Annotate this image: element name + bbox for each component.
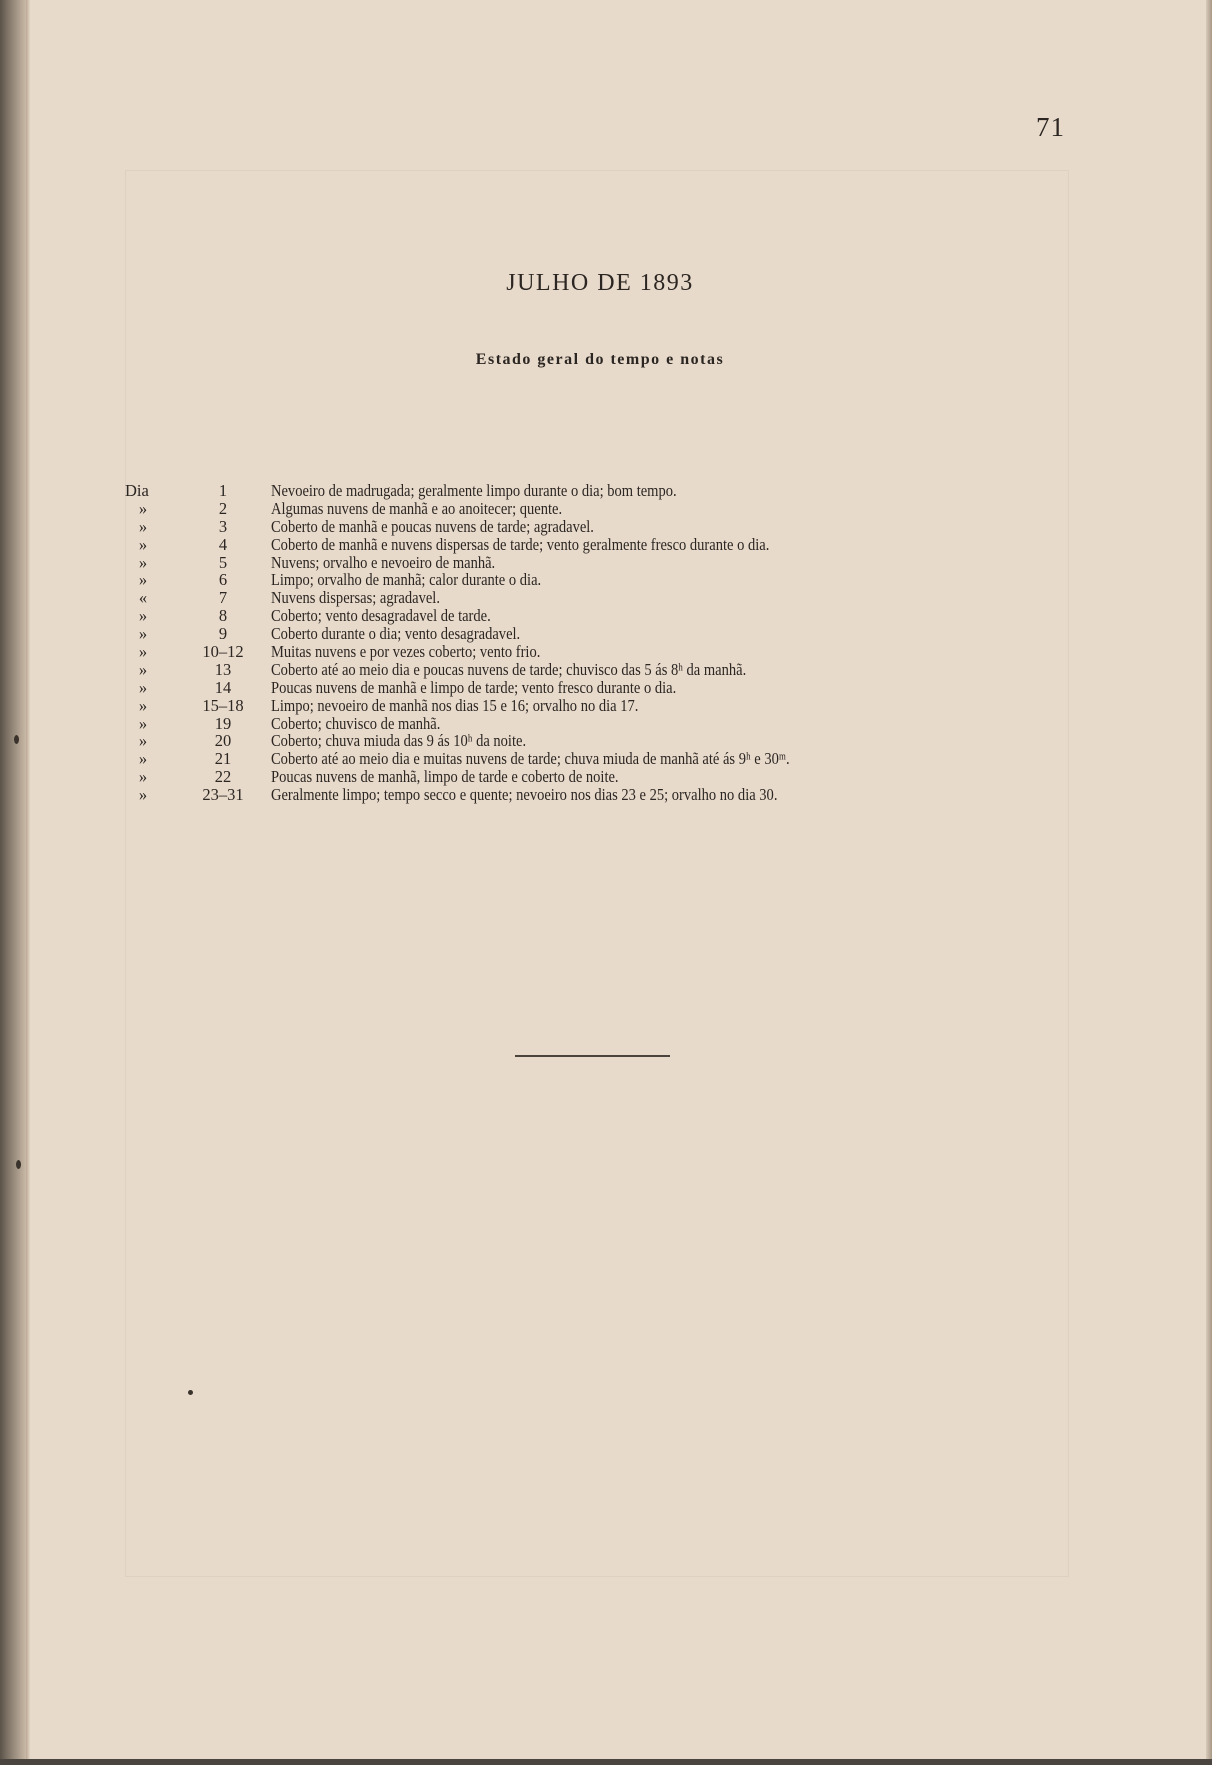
entry-label: » bbox=[138, 731, 148, 751]
entry-label: » bbox=[138, 624, 148, 644]
entry-day: 13 bbox=[214, 659, 232, 679]
entry-note: Geralmente limpo; tempo secco e quente; nevoeiro nos dias 23 e 25; orvalho no dia 30. bbox=[271, 785, 778, 805]
entry-day: 23–31 bbox=[202, 785, 244, 805]
list-item bbox=[125, 571, 1025, 589]
entry-label: » bbox=[138, 785, 148, 805]
entry-label: » bbox=[138, 642, 148, 662]
page-gutter bbox=[26, 0, 30, 1765]
entry-note: Coberto durante o dia; vento desagradavel. bbox=[271, 624, 521, 644]
entry-note: Muitas nuvens e por vezes coberto; vento frio. bbox=[271, 642, 541, 662]
list-item bbox=[125, 500, 1025, 518]
entry-day: 6 bbox=[218, 570, 228, 590]
ink-spot bbox=[16, 1160, 21, 1169]
entry-day: 19 bbox=[214, 713, 232, 733]
entry-label: » bbox=[138, 695, 148, 715]
entry-note: Coberto; chuvisco de manhã. bbox=[271, 713, 441, 733]
entry-note: Nuvens; orvalho e nevoeiro de manhã. bbox=[271, 552, 496, 572]
book-spine bbox=[0, 0, 26, 1765]
entry-note: Coberto até ao meio dia e muitas nuvens de tarde; chuva miuda de manhã até ás 9ʰ e 30ᵐ. bbox=[271, 749, 790, 769]
entry-day: 9 bbox=[218, 624, 228, 644]
page-right-edge bbox=[1206, 0, 1212, 1765]
list-item bbox=[125, 786, 1025, 804]
entry-label: » bbox=[138, 516, 148, 536]
entry-day: 20 bbox=[214, 731, 232, 751]
ink-spot bbox=[188, 1390, 193, 1395]
entry-note: Limpo; nevoeiro de manhã nos dias 15 e 16; orvalho no dia 17. bbox=[271, 695, 639, 715]
entry-label: Dia bbox=[125, 481, 149, 500]
list-item bbox=[125, 661, 1025, 679]
entry-day: 3 bbox=[218, 516, 228, 536]
entry-note: Algumas nuvens de manhã e ao anoitecer; quente. bbox=[271, 498, 563, 518]
entry-label: « bbox=[138, 588, 148, 608]
list-item bbox=[125, 554, 1025, 572]
list-item bbox=[125, 768, 1025, 786]
entry-day: 1 bbox=[218, 481, 228, 500]
list-item bbox=[125, 643, 1025, 661]
entry-day: 7 bbox=[218, 588, 228, 608]
entry-note: Coberto de manhã e nuvens dispersas de tarde; vento geralmente fresco durante o dia. bbox=[271, 534, 770, 554]
list-item bbox=[125, 536, 1025, 554]
show-through-frame bbox=[125, 170, 1069, 1577]
list-item bbox=[125, 697, 1025, 715]
entry-label: » bbox=[138, 606, 148, 626]
entry-day: 22 bbox=[214, 767, 232, 787]
entry-note: Nuvens dispersas; agradavel. bbox=[271, 588, 440, 608]
list-item bbox=[125, 732, 1025, 750]
entry-label: » bbox=[138, 534, 148, 554]
entry-label: » bbox=[138, 659, 148, 679]
entry-label: » bbox=[138, 749, 148, 769]
ink-spot bbox=[14, 735, 19, 744]
list-item bbox=[125, 607, 1025, 625]
entry-day: 21 bbox=[214, 749, 232, 769]
entry-label: » bbox=[138, 767, 148, 787]
entry-note: Coberto; vento desagradavel de tarde. bbox=[271, 606, 491, 626]
entry-note: Coberto até ao meio dia e poucas nuvens de tarde; chuvisco das 5 ás 8ʰ da manhã. bbox=[271, 659, 747, 679]
list-item bbox=[125, 679, 1025, 697]
entry-label: » bbox=[138, 677, 148, 697]
entry-day: 2 bbox=[218, 498, 228, 518]
entry-day: 5 bbox=[218, 552, 228, 572]
list-item bbox=[125, 625, 1025, 643]
entry-note: Coberto; chuva miuda das 9 ás 10ʰ da noite. bbox=[271, 731, 527, 751]
entry-day: 15–18 bbox=[202, 695, 244, 715]
weather-notes-list bbox=[125, 482, 1025, 804]
entry-label: » bbox=[138, 570, 148, 590]
page-number: 71 bbox=[1036, 112, 1065, 142]
closing-rule bbox=[515, 1055, 670, 1057]
entry-note: Poucas nuvens de manhã, limpo de tarde e coberto de noite. bbox=[271, 767, 619, 787]
entry-note: Limpo; orvalho de manhã; calor durante o dia. bbox=[271, 570, 542, 590]
entry-day: 4 bbox=[218, 534, 228, 554]
list-item bbox=[125, 589, 1025, 607]
list-item bbox=[125, 482, 1025, 500]
list-item bbox=[125, 750, 1025, 768]
entry-day: 10–12 bbox=[202, 642, 244, 662]
entry-day: 14 bbox=[214, 677, 232, 697]
entry-label: » bbox=[138, 552, 148, 572]
page-title: JULHO DE 1893 bbox=[506, 270, 694, 296]
page-bottom-edge bbox=[0, 1759, 1212, 1765]
entry-label: » bbox=[138, 498, 148, 518]
list-item bbox=[125, 715, 1025, 733]
list-item bbox=[125, 518, 1025, 536]
entry-note: Coberto de manhã e poucas nuvens de tarde; agradavel. bbox=[271, 516, 594, 536]
entry-note: Poucas nuvens de manhã e limpo de tarde; vento fresco durante o dia. bbox=[271, 677, 677, 697]
entry-day: 8 bbox=[218, 606, 228, 626]
entry-label: » bbox=[138, 713, 148, 733]
entry-note: Nevoeiro de madrugada; geralmente limpo durante o dia; bom tempo. bbox=[271, 481, 677, 500]
page-subtitle: Estado geral do tempo e notas bbox=[475, 351, 725, 368]
